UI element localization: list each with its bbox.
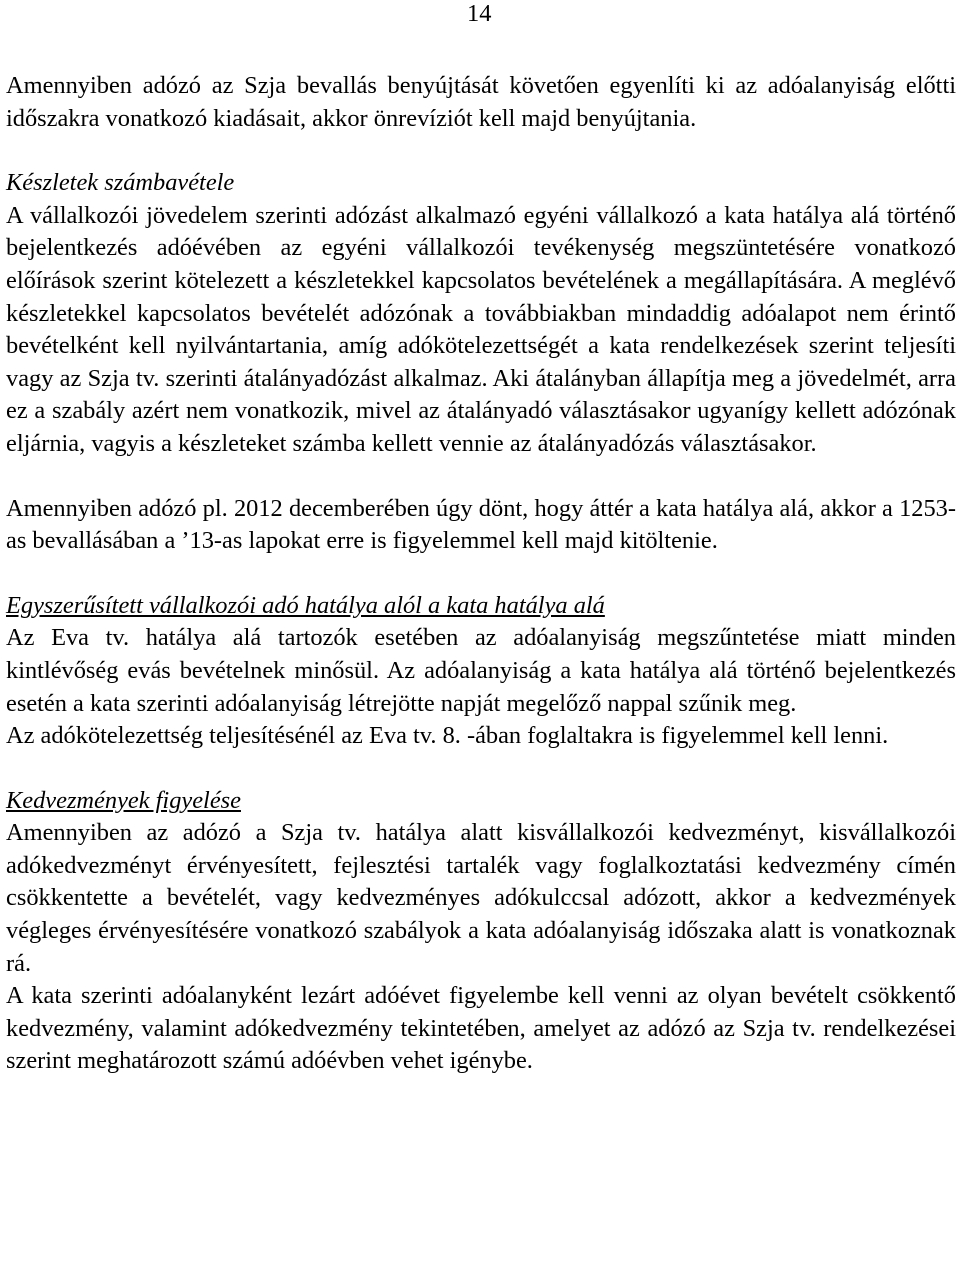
- spacer: [6, 135, 956, 167]
- spacer: [6, 753, 956, 785]
- heading-allowances: Kedvezmények figyelése: [6, 786, 241, 814]
- heading-inventory-accounting: Készletek számbavétele: [6, 169, 235, 197]
- paragraph-example-2012: Amennyiben adózó pl. 2012 decemberében úgy dönt, hogy áttér a kata hatálya alá, akkor a 1253-as bevallásában a ’13-as lapokat erre is figyelemmel kell majd kitöltenie.: [6, 494, 956, 555]
- paragraph-eva-obligations: Az adókötelezettség teljesítésénél az Eva tv. 8. -ában foglaltakra is figyelemmel kell lenni.: [6, 722, 889, 750]
- page-number: 14: [467, 0, 492, 27]
- paragraph-inventory-rules: A vállalkozói jövedelem szerinti adózást alkalmazó egyéni vállalkozó a kata hatálya alá történő bejelentkezés adóévében az egyéni vállalkozói tevékenység megszüntetésére vonatkozó előírások szerint kötelezett a készletekkel kapcsolatos bevételének a megállapítására. A meglévő készletekkel kapcsolatos bevételét adózónak a továbbiakban mindaddig adóalapot nem érintő bevételként kell nyilvántartania, amíg adókötelezettségét a kata rendelkezések szerint teljesíti vagy az Szja tv. szerinti átalányadózást alkalmaz. Aki átalányban állapítja meg a jövedelmét, arra ez a szabály azért nem vonatkozik, mivel az átalányadó választásakor ugyanígy kellett adózónak eljárnia, vagyis a készleteket számba kellett vennie az átalányadózás választásakor.: [6, 201, 956, 457]
- spacer: [6, 558, 956, 590]
- spacer: [6, 461, 956, 493]
- document-body: [6, 70, 956, 1078]
- paragraph-eva-receivables: Az Eva tv. hatálya alá tartozók esetében az adóalanyiság megszűntetése miatt minden kintlévőség evás bevételnek minősül. Az adóalanyiság a kata hatálya alá történő bejelentkezés esetén a kata szerinti adóalanyiság létrejötte napját megelőző nappal szűnik meg.: [6, 624, 956, 717]
- paragraph-allowances-szja: Amennyiben az adózó a Szja tv. hatálya alatt kisvállalkozói kedvezményt, kisvállalkozói adókedvezményt érvényesített, fejlesztési tartalék vagy foglalkoztatási kedvezmény címén csökkentette a bevételét, vagy kedvezményes adókulccsal adózott, akkor a kedvezmények végleges érvényesítésére vonatkozó szabályok a kata adóalanyiság időszaka alatt is vonatkoznak rá.: [6, 819, 956, 977]
- heading-eva-to-kata: Egyszerűsített vállalkozói adó hatálya alól a kata hatálya alá: [6, 591, 605, 619]
- paragraph-closed-tax-year: A kata szerinti adóalanyként lezárt adóévet figyelembe kell venni az olyan bevételt csökkentő kedvezmény, valamint adókedvezmény tekintetében, amelyet az adózó az Szja tv. rendelkezései szerint meghatározott számú adóévben vehet igénybe.: [6, 982, 956, 1075]
- paragraph-self-revision: Amennyiben adózó az Szja bevallás benyújtását követően egyenlíti ki az adóalanyiság előtti időszakra vonatkozó kiadásait, akkor önrevíziót kell majd benyújtania.: [6, 72, 956, 132]
